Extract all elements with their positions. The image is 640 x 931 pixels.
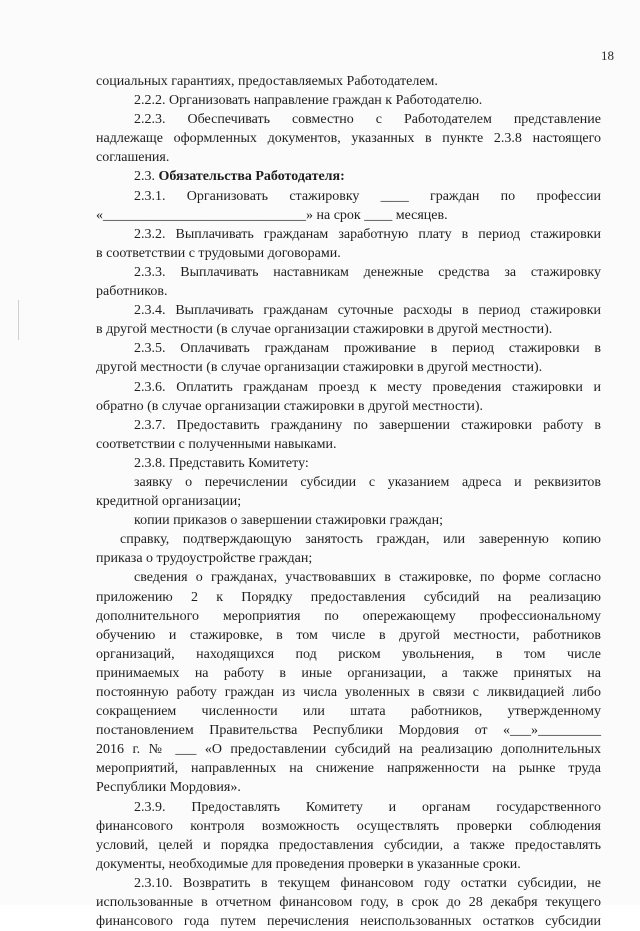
text-line: Республики Мордовия». [96,780,241,796]
text-line: в другой местности (в случае организации стажировки в другой местности). [96,322,553,338]
text-line: надлежаще оформленных документов, указанных в пункте 2.3.8 настоящего [96,131,601,147]
text-line: 2.3.2. Выплачивать гражданам заработную плату в период стажировки [134,226,601,242]
text-line: копии приказов о завершении стажировки граждан; [134,513,444,529]
text-line: 2.3.6. Оплатить гражданам проезд к месту проведения стажировки и [134,379,601,395]
text-line [96,167,601,186]
text-line: дополнительного мероприятия по опережающему профессиональному [96,608,601,624]
text-line: 2.2.3. Обеспечивать совместно с Работодателем представление [134,112,601,128]
text-line: соглашения. [96,150,170,166]
text-line: 2.2.2. Организовать направление граждан к Работодателю. [134,93,483,109]
text-line: заявку о перечислении субсидии с указанием адреса и реквизитов [134,474,601,490]
text-line: 2.3.9. Предоставлять Комитету и органам государственного [134,799,601,815]
text-line: 2.3.1. Организовать стажировку ____ граждан по профессии [134,188,601,204]
text-line: документы, необходимые для проведения проверки в указанные сроки. [96,856,521,872]
text-line: другой местности (в случае организации стажировки в другой местности). [96,360,543,376]
text-line: сокращением численности или штата работников, утвержденному [96,704,601,720]
text-line: 2.3.5. Оплачивать гражданам проживание в период стажировки в [134,341,601,357]
text-line: финансового контроля возможность осуществлять проверки соблюдения [96,818,601,834]
text-line: организаций, находящихся под риском увольнения, в том числе [96,646,601,662]
text-line: приложению 2 к Порядку предоставления субсидий на реализацию [96,589,601,605]
text-line: 2.3.8. Представить Комитету: [134,455,309,471]
text-line: 2.3.3. Выплачивать наставникам денежные средства за стажировку [134,264,601,280]
text-line: в соответствии с трудовыми договорами. [96,245,341,261]
page-number: 18 [601,48,614,63]
section-heading: Обязательства Работодателя: [158,169,345,185]
text-line: постоянную работу граждан из числа уволенных в связи с ликвидацией либо [96,685,601,700]
text-line: соответствии с полученными навыками. [96,436,337,452]
text-line: финансового года путем перечисления неиспользованных остатков субсидии [96,914,601,930]
text-line: 2.3.4. Выплачивать гражданам суточные расходы в период стажировки [134,303,601,319]
text-line: мероприятий, направленных на снижение напряженности на рынке труда [96,761,601,777]
text-line: 2.3.7. Предоставить гражданину по завершении стажировки работу в [134,417,601,433]
scan-artifact [18,300,19,340]
text-line: работников. [96,284,168,300]
text-line: обучению и стажировке, в том числе в другой местности, работников [96,627,601,643]
text-line: кредитной организации; [96,494,242,510]
text-line: приказа о трудоустройстве граждан; [96,551,313,567]
text-line: принимаемых на работу в иные организации, а также принятых на [96,665,601,681]
text-line: обратно (в случае организации стажировки в другой местности). [96,398,483,414]
text-line: «_____________________________» на срок ____ месяцев. [96,207,448,223]
text-line: социальных гарантиях, предоставляемых Работодателем. [96,74,438,89]
text-line: использованные в отчетном финансовом году, в срок до 28 декабря текущего [96,895,601,911]
text-line: справку, подтверждающую занятость граждан, или заверенную копию [120,532,601,548]
text-line: постановлением Правительства Республики Мордовия от «___»_________ [96,723,601,739]
text-line: сведения о гражданах, участвовавших в стажировке, по форме согласно [134,570,601,586]
text-line: 2016 г. № ___ «О предоставлении субсидий на реализацию дополнительных [96,742,601,758]
text-line: условий, целей и порядка предоставления субсидии, а также предоставлять [96,837,601,853]
document-body [96,72,601,931]
section-number: 2.3. [134,169,159,185]
text-line: 2.3.10. Возвратить в текущем финансовом году остатки субсидии, не [134,875,601,891]
